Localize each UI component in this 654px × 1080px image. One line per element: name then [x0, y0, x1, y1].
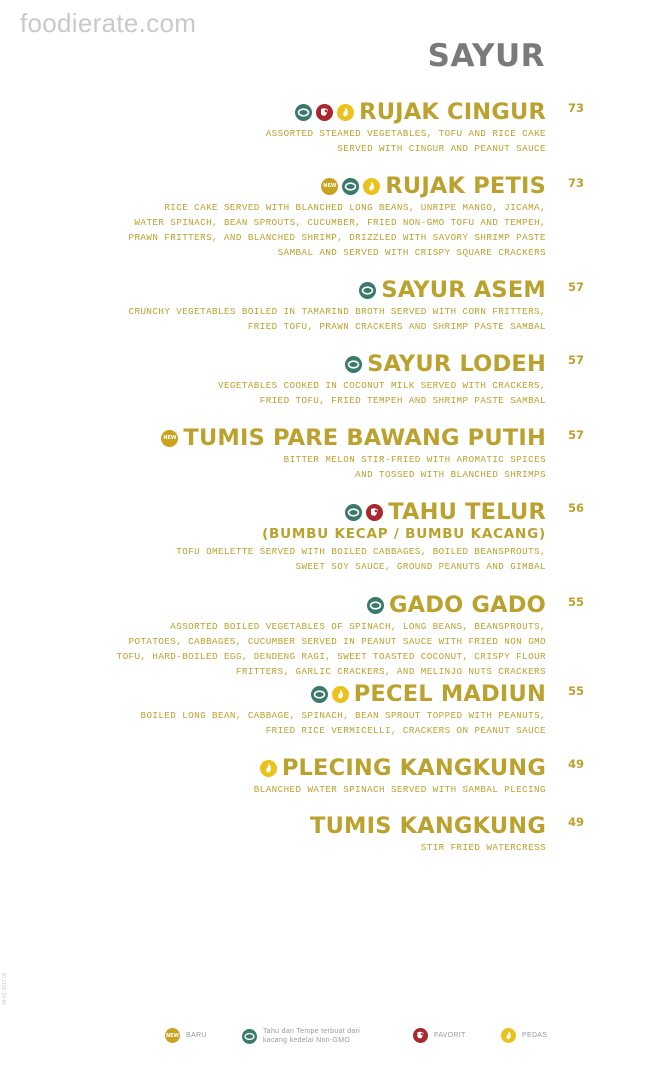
new-badge-icon: NEW — [161, 430, 178, 447]
menu-item-tahu-telur — [176, 499, 546, 574]
tofu-icon — [342, 178, 359, 195]
item-icons — [295, 104, 354, 121]
item-icons — [311, 686, 349, 703]
legend-new — [165, 1028, 207, 1043]
menu-item-rujak-cingur — [266, 99, 546, 156]
item-description: ASSORTED STEAMED VEGETABLES, TOFU AND RICE CAKE SERVED WITH CINGUR AND PEANUT SAUCE — [265, 128, 546, 154]
item-icons — [367, 597, 384, 614]
tofu-icon — [345, 504, 362, 521]
menu-item-rujak-petis — [129, 173, 546, 260]
legend-label-favorit: FAVORIT — [434, 1032, 466, 1039]
item-price: 49 — [568, 757, 585, 771]
tofu-icon — [295, 104, 312, 121]
legend-pedas — [501, 1028, 547, 1043]
new-badge-icon: NEW — [321, 178, 338, 195]
item-name: RUJAK CINGUR — [359, 99, 546, 125]
item-name: TUMIS KANGKUNG — [310, 813, 546, 839]
tofu-icon — [359, 282, 376, 299]
item-price: 49 — [568, 815, 585, 829]
menu-item-pecel-madiun — [140, 681, 546, 738]
favorite-icon — [366, 504, 383, 521]
menu-item-tumis-pare — [161, 425, 546, 482]
item-description: ASSORTED BOILED VEGETABLES OF SPINACH, LONG BEANS, BEANSPROUTS, POTATOES, CABBAGES, CUCUMBER SERVED IN PEANUT SAUCE WITH FRIED NON GMO TOFU, HARD-BOILED EGG, DENDENG RAGI, SWEET TOASTED COCONUT, CRISPY FLOUR FRITTERS, GARLIC CRACKERS, AND MELINJO NUTS CRACKERS — [116, 621, 546, 677]
item-subtitle: (BUMBU KECAP / BUMBU KACANG) — [262, 526, 546, 542]
legend-favorit — [413, 1028, 466, 1043]
item-description: BLANCHED WATER SPINACH SERVED WITH SAMBAL PLECING — [253, 784, 546, 795]
menu-item-plecing-kangkung — [254, 755, 546, 797]
legend-label-baru: BARU — [186, 1032, 207, 1039]
item-name: TAHU TELUR — [388, 499, 546, 525]
item-name: TUMIS PARE BAWANG PUTIH — [183, 425, 546, 451]
menu-item-tumis-kangkung — [305, 813, 546, 855]
item-price: 55 — [568, 595, 585, 609]
item-price: 55 — [568, 684, 585, 698]
chili-icon — [337, 104, 354, 121]
tofu-icon — [367, 597, 384, 614]
item-name: PLECING KANGKUNG — [281, 755, 546, 781]
item-icons — [321, 178, 380, 195]
item-price: 57 — [568, 428, 585, 442]
tofu-icon — [345, 356, 362, 373]
tofu-icon — [311, 686, 328, 703]
item-price: 73 — [568, 101, 585, 115]
new-badge-icon: NEW — [165, 1028, 180, 1043]
chili-icon — [501, 1028, 516, 1043]
page-title: SAYUR — [427, 38, 545, 74]
favorite-icon — [316, 104, 333, 121]
item-description: BITTER MELON STIR-FRIED WITH AROMATIC SPICES AND TOSSED WITH BLANCHED SHRIMPS — [283, 454, 546, 480]
item-description: BOILED LONG BEAN, CABBAGE, SPINACH, BEAN SPROUT TOPPED WITH PEANUTS, FRIED RICE VERMICELLI, CRACKERS ON PEANUT SAUCE — [140, 710, 546, 736]
item-name: SAYUR ASEM — [381, 277, 546, 303]
item-description: TOFU OMELETTE SERVED WITH BOILED CABBAGES, BOILED BEANSPROUTS, SWEET SOY SAUCE, GROUND PEANUTS AND GIMBAL — [176, 546, 546, 572]
menu-item-sayur-asem — [129, 277, 546, 334]
item-name: GADO GADO — [388, 592, 546, 618]
legend-label-pedas: PEDAS — [522, 1032, 548, 1039]
menu-item-sayur-lodeh — [218, 351, 546, 408]
item-price: 56 — [568, 501, 585, 515]
icon-legend — [0, 1028, 654, 1048]
item-name: SAYUR LODEH — [367, 351, 546, 377]
chili-icon — [363, 178, 380, 195]
item-name: PECEL MADIUN — [353, 681, 546, 707]
side-code: 04-01-2017 06 — [2, 972, 8, 1005]
menu-item-gado-gado — [117, 592, 546, 679]
item-description: RICE CAKE SERVED WITH BLANCHED LONG BEANS, UNRIPE MANGO, JICAMA, WATER SPINACH, BEAN SPROUTS, CUCUMBER, FRIED NON-GMO TOFU AND TEMPEH, PRAWN FRITTERS, AND BLANCHED SHRIMP, DRIZZLED WITH SAVORY SHRIMP PASTE SAMBAL AND SERVED WITH CRISPY SQUARE CRACKERS — [128, 202, 546, 258]
item-icons — [345, 356, 362, 373]
item-icons — [260, 760, 277, 777]
item-price: 57 — [568, 280, 585, 294]
favorite-icon — [413, 1028, 428, 1043]
item-price: 73 — [568, 176, 585, 190]
item-description: STIR FRIED WATERCRESS — [420, 842, 546, 853]
watermark: foodierate.com — [20, 8, 197, 38]
legend-label-tofu: Tahu dan Tempe terbuat dari kacang kedelai Non-GMO — [263, 1028, 361, 1044]
tofu-icon — [242, 1029, 257, 1044]
chili-icon — [332, 686, 349, 703]
chili-icon — [260, 760, 277, 777]
item-description: VEGETABLES COOKED IN COCONUT MILK SERVED WITH CRACKERS, FRIED TOFU, FRIED TEMPEH AND SHRIMP PASTE SAMBAL — [218, 380, 546, 406]
item-icons — [161, 430, 178, 447]
item-icons — [359, 282, 376, 299]
item-description: CRUNCHY VEGETABLES BOILED IN TAMARIND BROTH SERVED WITH CORN FRITTERS, FRIED TOFU, PRAWN CRACKERS AND SHRIMP PASTE SAMBAL — [128, 306, 546, 332]
legend-tofu — [242, 1027, 360, 1045]
item-icons — [345, 504, 383, 521]
item-name: RUJAK PETIS — [385, 173, 546, 199]
item-price: 57 — [568, 353, 585, 367]
